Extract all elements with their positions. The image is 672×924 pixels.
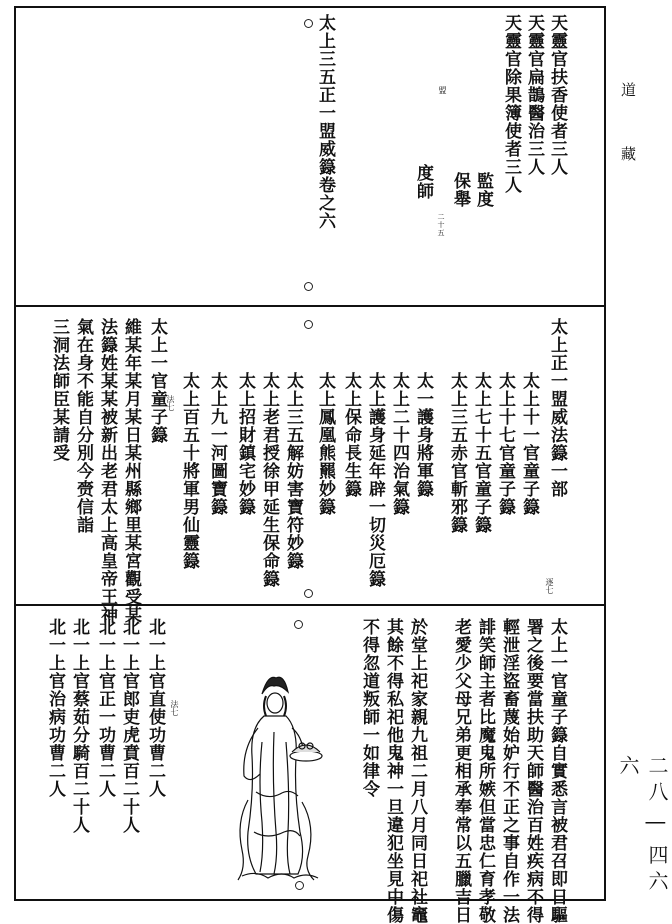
p3-roster: 北一上官治病功曹二人 (45, 618, 65, 798)
p2-petition: 氣在身不能自分別今赍信詣 (73, 318, 93, 534)
p1-mark-b: 二十五 (437, 213, 445, 237)
p1-dushi: 度師 (413, 164, 433, 200)
p3-mark-d: 法七 (170, 700, 179, 716)
p2-item: 太上三五解妨害寶符妙籙 (283, 372, 303, 570)
divider-top (14, 305, 606, 307)
p3-text: 署之後要當扶助天師醫治百姓疾病不得 (523, 618, 543, 924)
p2-item: 太一護身將軍籙 (413, 372, 433, 498)
p2-item: 太上三五赤官斬邪籙 (447, 372, 467, 534)
p3-roster: 北一上官蔡茹分騎百二十人 (69, 618, 89, 834)
p2-mark-c: 法七 (166, 395, 175, 411)
binding-hole (304, 282, 313, 291)
p3-roster: 北一上官直使功曹二人 (145, 618, 165, 798)
p2-item: 太上二十四治氣籙 (389, 372, 409, 516)
immortal-attendant-figure-illustration (228, 672, 324, 884)
p2-item: 太上百五十將軍男仙靈籙 (179, 372, 199, 570)
p2-item: 太上九一河圖寶籙 (207, 372, 227, 516)
p1-jiandu: 監度 (473, 172, 493, 208)
p2-petition: 維某年某月某日某州縣鄉里某宮觀受某 (121, 318, 141, 624)
p3-roster: 北一上官正一功曹二人 (95, 618, 115, 798)
p3-roster: 北一上官郎吏虎賁百二十人 (119, 618, 139, 834)
p2-item: 太上保命長生籙 (341, 372, 361, 498)
p1-baoju: 保舉 (450, 172, 470, 208)
p2-item: 太上招財鎮宅妙籙 (235, 372, 255, 516)
p1-col2: 天靈官扁鵲醫治三人 (524, 14, 544, 176)
p1-col1: 天靈官扶香使者三人 (547, 14, 567, 176)
binding-hole (294, 620, 303, 629)
p1-col3: 天靈官除果簿使者三人 (501, 14, 521, 194)
p3-text: 不得忽道叛師一如律令 (359, 618, 379, 798)
side-label-dao: 道 (619, 82, 637, 97)
p3-text: 輕泄淫盜畜蔑始妒行不正之事自作一法 (499, 618, 519, 924)
p2-item: 太上十一官童子籙 (519, 372, 539, 516)
p1-mark-a: 盟 (438, 86, 447, 94)
p2-petition: 法籙姓某某被新出老君太上高皇帝王神 (97, 318, 117, 624)
p2-petition: 三洞法師臣某請受 (49, 318, 69, 462)
p2-item: 太上一官童子籙 (147, 318, 167, 444)
p3-text: 其餘不得私祀他鬼神一旦違犯坐見中傷 (383, 618, 403, 924)
p2-item: 太上七十五官童子籙 (471, 372, 491, 534)
binding-hole (304, 320, 313, 329)
p3-text: 太上一官童子籙自實悉言被君召即日驅 (547, 618, 567, 924)
p2-head: 太上正一盟威法籙一部 (547, 318, 567, 498)
p2-foot-mark: 逐七 (545, 578, 554, 594)
p2-item: 太上十七官童子籙 (495, 372, 515, 516)
p3-text: 老愛少父母兄弟更相承奉常以五臘吉日 (451, 618, 471, 924)
p3-text: 於堂上祀家親九祖二月八月同日祀社竈 (407, 618, 427, 924)
p3-text: 誹笑師主者比魔鬼所嫉但當忠仁育孝敬 (475, 618, 495, 924)
side-label-zang: 藏 (619, 146, 637, 161)
page-number: 二八 | 四六六 (616, 755, 669, 897)
binding-hole (304, 589, 313, 598)
p2-item: 太上老君授徐甲延生保命籙 (259, 372, 279, 588)
p2-item: 太上護身延年辟一切災厄籙 (365, 372, 385, 588)
p1-title: 太上三五正一盟威籙卷之六 (315, 14, 335, 230)
binding-hole (304, 19, 313, 28)
p2-item: 太上鳳凰熊羆妙籙 (315, 372, 335, 516)
